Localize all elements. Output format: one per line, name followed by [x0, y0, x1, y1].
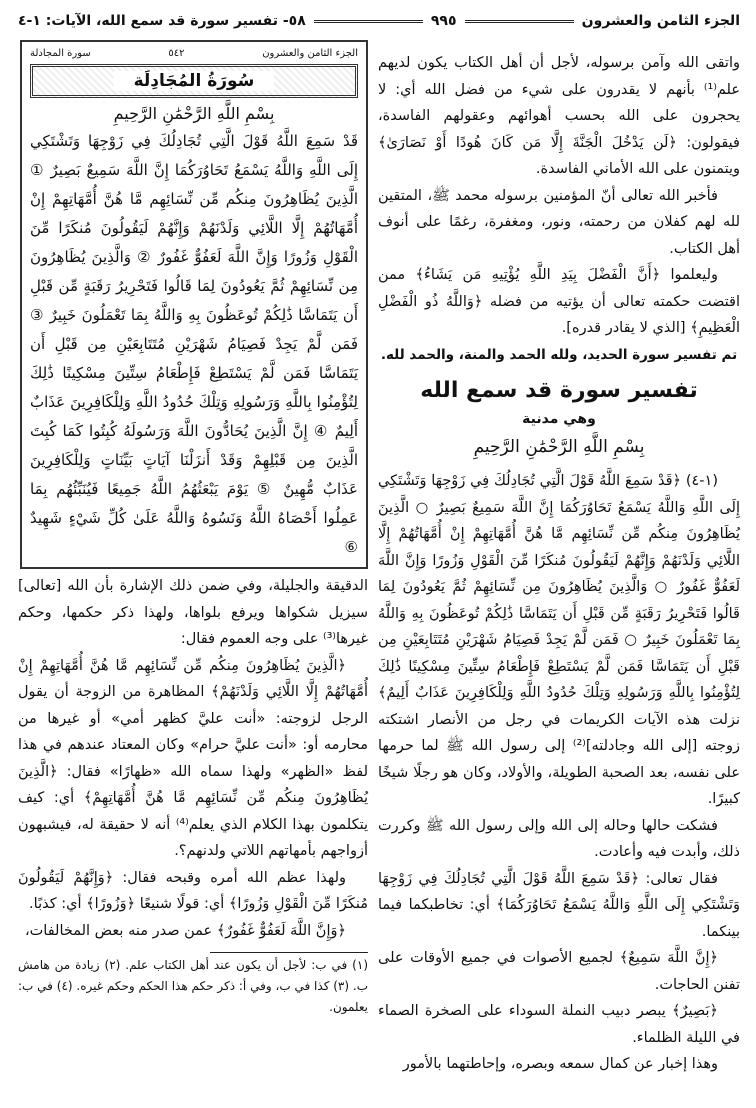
mushaf-juz: الجزء الثامن والعشرون	[262, 48, 358, 59]
mushaf-text: قَدْ سَمِعَ اللَّهُ قَوْلَ الَّتِي تُجَادِلُكَ فِي زَوْجِهَا وَتَشْتَكِي إِلَى اللَّهِ وَاللَّهُ يَسْمَعُ تَحَاوُرَكُمَا إِنَّ اللَّهَ سَمِيعٌ بَصِيرٌ ① الَّذِينَ يُظَاهِرُونَ مِنكُم مِّن نِّسَائِهِم مَّا هُنَّ أُمَّهَاتِهِمْ إِنْ أُمَّهَاتُهُمْ إِلَّا اللَّائِي وَلَدْنَهُمْ وَإِنَّهُمْ لَيَقُولُونَ مُنكَرًا مِّنَ الْقَوْلِ وَزُورًا وَإِنَّ اللَّهَ لَعَفُوٌّ غَفُورٌ ② وَالَّذِينَ يُظَاهِرُونَ مِن نِّسَائِهِمْ ثُمَّ يَعُودُونَ لِمَا قَالُوا فَتَحْرِيرُ رَقَبَةٍ مِّن قَبْلِ أَن يَتَمَاسَّا ذَٰلِكُمْ تُوعَظُونَ بِهِ وَاللَّهُ بِمَا تَعْمَلُونَ خَبِيرٌ ③ فَمَن لَّمْ يَجِدْ فَصِيَامُ شَهْرَيْنِ مُتَتَابِعَيْنِ مِن قَبْلِ أَن يَتَمَاسَّا فَمَن لَّمْ يَسْتَطِعْ فَإِطْعَامُ سِتِّينَ مِسْكِينًا ذَٰلِكَ لِتُؤْمِنُوا بِاللَّهِ وَرَسُولِهِ وَتِلْكَ حُدُودُ اللَّهِ وَلِلْكَافِرِينَ عَذَابٌ أَلِيمٌ ④ إِنَّ الَّذِينَ يُحَادُّونَ اللَّهَ وَرَسُولَهُ كُبِتُوا كَمَا كُبِتَ الَّذِينَ مِن قَبْلِهِمْ وَقَدْ أَنزَلْنَا آيَاتٍ بَيِّنَاتٍ وَلِلْكَافِرِينَ عَذَابٌ مُّهِينٌ ⑤ يَوْمَ يَبْعَثُهُمُ اللَّهُ جَمِيعًا فَيُنَبِّئُهُم بِمَا عَمِلُوا أَحْصَاهُ اللَّهُ وَنَسُوهُ وَاللَّهُ عَلَىٰ كُلِّ شَيْءٍ شَهِيدٌ ⑥	[30, 132, 358, 556]
header-rule	[314, 20, 423, 23]
header-part: الجزء الثامن والعشرون	[581, 13, 740, 29]
paragraph: الدقيقة والجليلة، وفي ضمن ذلك الإشارة بأن الله [تعالى] سيزيل شكواها ويرفع بلواها، ولهذا ذكر حكمها، وحكم غيرها⁽³⁾ على وجه العموم فقال:	[18, 578, 368, 647]
left-column	[18, 573, 368, 944]
paragraph: وهذا إخبار عن كمال سمعه وبصره، وإحاطتهما بالأمور	[402, 1056, 718, 1072]
header-rule	[465, 20, 574, 23]
right-column	[378, 50, 740, 1078]
paragraph: ﴿الَّذِينَ يُظَاهِرُونَ مِنكُم مِّن نِّسَائِهِم مَّا هُنَّ أُمَّهَاتِهِمْ إِنْ أُمَّهَاتُهُمْ إِلَّا اللَّائِي وَلَدْنَهُمْ﴾ المظاهرة من الزوجة أن يقول الرجل لزوجته: «أنت عليَّ كظهر أمي» أو غيرها من محارمه أو: «أنت عليَّ حرام» وكان المعتاد عندهم في هذا لفظ «الظهر» ولهذا سماه الله «ظهارًا» فقال: ﴿الَّذِينَ يُظَاهِرُونَ مِنكُم مِّن نِّسَائِهِم مَّا هُنَّ أُمَّهَاتِهِمْ﴾ أي: كيف يتكلمون بهذا الكلام الذي يعلم⁽⁴⁾ أنه لا حقيقة له، فيشبهون أزواجهم بأمهاتهم اللاتي ولدنهم؟.	[18, 657, 368, 859]
paragraph: فأخبر الله تعالى أنّ المؤمنين برسوله محمد ﷺ، المتقين لله لهم كفلان من رحمته، ونور، ومغفرة، رغمًا على أنوف أهل الكتاب.	[378, 187, 740, 257]
surah-title: سُورَةُ المُجَادِلَة	[114, 71, 275, 91]
section-subtitle: وهي مدنية	[522, 411, 596, 427]
paragraph: (١-٤) ﴿قَدْ سَمِعَ اللَّهُ قَوْلَ الَّتِي تُجَادِلُكَ فِي زَوْجِهَا وَتَشْتَكِي إِلَى اللَّهِ وَاللَّهُ يَسْمَعُ تَحَاوُرَكُمَا إِنَّ اللَّهَ سَمِيعٌ بَصِيرٌ ○ الَّذِينَ يُظَاهِرُونَ مِنكُم مِّن نِّسَائِهِم مَّا هُنَّ أُمَّهَاتِهِمْ إِنْ أُمَّهَاتُهُمْ إِلَّا اللَّائِي وَلَدْنَهُمْ وَإِنَّهُمْ لَيَقُولُونَ مُنكَرًا مِّنَ الْقَوْلِ وَزُورًا وَإِنَّ اللَّهَ لَعَفُوٌّ غَفُورٌ ○ وَالَّذِينَ يُظَاهِرُونَ مِن نِّسَائِهِمْ ثُمَّ يَعُودُونَ لِمَا قَالُوا فَتَحْرِيرُ رَقَبَةٍ مِّن قَبْلِ أَن يَتَمَاسَّا ذَٰلِكُمْ تُوعَظُونَ بِهِ وَاللَّهُ بِمَا تَعْمَلُونَ خَبِيرٌ ○ فَمَن لَّمْ يَجِدْ فَصِيَامُ شَهْرَيْنِ مُتَتَابِعَيْنِ مِن قَبْلِ أَن يَتَمَاسَّا فَمَن لَّمْ يَسْتَطِعْ فَإِطْعَامُ سِتِّينَ مِسْكِينًا ذَٰلِكَ لِتُؤْمِنُوا بِاللَّهِ وَرَسُولِهِ وَتِلْكَ حُدُودُ اللَّهِ وَلِلْكَافِرِينَ عَذَابٌ أَلِيمٌ﴾ نزلت هذه الآيات الكريمات في رجل من الأنصار اشتكته زوجته [إلى الله وجادلته]⁽²⁾ إلى رسول الله ﷺ لما حرمها على نفسه، بعد الصحبة الطويلة، والأولاد، وكان هو رجلًا شيخًا كبيرًا.	[378, 473, 741, 807]
footnote-divider	[210, 952, 368, 953]
paragraph: ﴿إِنَّ اللَّهَ سَمِيعٌ﴾ لجميع الأصوات في جميع الأوقات على تفنن الحاجات.	[378, 950, 740, 993]
paragraph: فشكت حالها وحاله إلى الله وإلى رسول الله ﷺ وكررت ذلك، وأبدت فيه وأعادت.	[378, 817, 740, 860]
mushaf-top	[30, 47, 358, 61]
paragraph: واتقى الله وآمن برسوله، لأجل أن أهل الكتاب يكون لديهم علم⁽¹⁾ بأنهم لا يقدرون على شيء من فضل الله أي: لا يحجرون على الله بحسب أهوائهم وعقولهم الفاسدة، فيقولون: ﴿لَن يَدْخُلَ الْجَنَّةَ إِلَّا مَن كَانَ هُودًا أَوْ نَصَارَىٰ﴾ ويتمنون على الله الأماني الفاسدة.	[378, 55, 740, 177]
surah-title-frame	[30, 64, 358, 98]
paragraph: ﴿وَإِنَّ اللَّهَ لَعَفُوٌّ غَفُورٌ﴾ عمن صدر منه بعض المخالفات،	[24, 922, 346, 939]
basmala: بِسْمِ اللَّهِ الرَّحْمَٰنِ الرَّحِيمِ	[473, 437, 645, 457]
surah-end-note: تم تفسير سورة الحديد، ولله الحمد والمنة، والحمد لله.	[380, 346, 738, 363]
mushaf-basmala: بِسْمِ اللَّهِ الرَّحْمَٰنِ الرَّحِيمِ	[113, 104, 275, 123]
running-header	[18, 10, 740, 32]
footnotes: (١) في ب: لأجل أن يكون عند أهل الكتاب علم. (٢) زيادة من هامش ب. (٣) كذا في ب، وفي أ: ذكر حكم هذا الحكم وحكم غيره. (٤) في ب: يعلمون.	[18, 958, 369, 1014]
left-side	[18, 40, 368, 1018]
mushaf-surah: سورة المجادلة	[30, 48, 91, 59]
paragraph: ﴿بَصِيرٌ﴾ يبصر دبيب النملة السوداء على الصخرة الصماء في الليلة الظلماء.	[378, 1003, 740, 1046]
header-section: ٥٨- تفسير سورة قد سمع الله، الآيات: ١-٤	[17, 13, 306, 29]
paragraph: فقال تعالى: ﴿قَدْ سَمِعَ اللَّهُ قَوْلَ الَّتِي تُجَادِلُكَ فِي زَوْجِهَا وَتَشْتَكِي إِلَى اللَّهِ وَاللَّهُ يَسْمَعُ تَحَاوُرَكُمَا﴾ أي: تخاطبكما فيما بينكما.	[378, 870, 740, 940]
paragraph: وليعلموا ﴿أَنَّ الْفَضْلَ بِيَدِ اللَّهِ يُؤْتِيهِ مَن يَشَاءُ﴾ ممن اقتضت حكمته تعالى أن يؤتيه من فضله ﴿وَاللَّهُ ذُو الْفَضْلِ الْعَظِيمِ﴾ [الذي لا يقادر قدره].	[378, 267, 740, 336]
paragraph: ولهذا عظم الله أمره وقبحه فقال: ﴿وَإِنَّهُمْ لَيَقُولُونَ مُنكَرًا مِّنَ الْقَوْلِ وَزُورًا﴾ أي: قولًا شنيعًا ﴿وَزُورًا﴾ أي: كذبًا.	[18, 869, 368, 912]
mushaf-page-image	[20, 40, 368, 569]
mushaf-page: ٥٤٢	[168, 48, 185, 59]
page-number: ٩٩٥	[430, 13, 457, 29]
section-title: تفسير سورة قد سمع الله	[420, 378, 698, 403]
